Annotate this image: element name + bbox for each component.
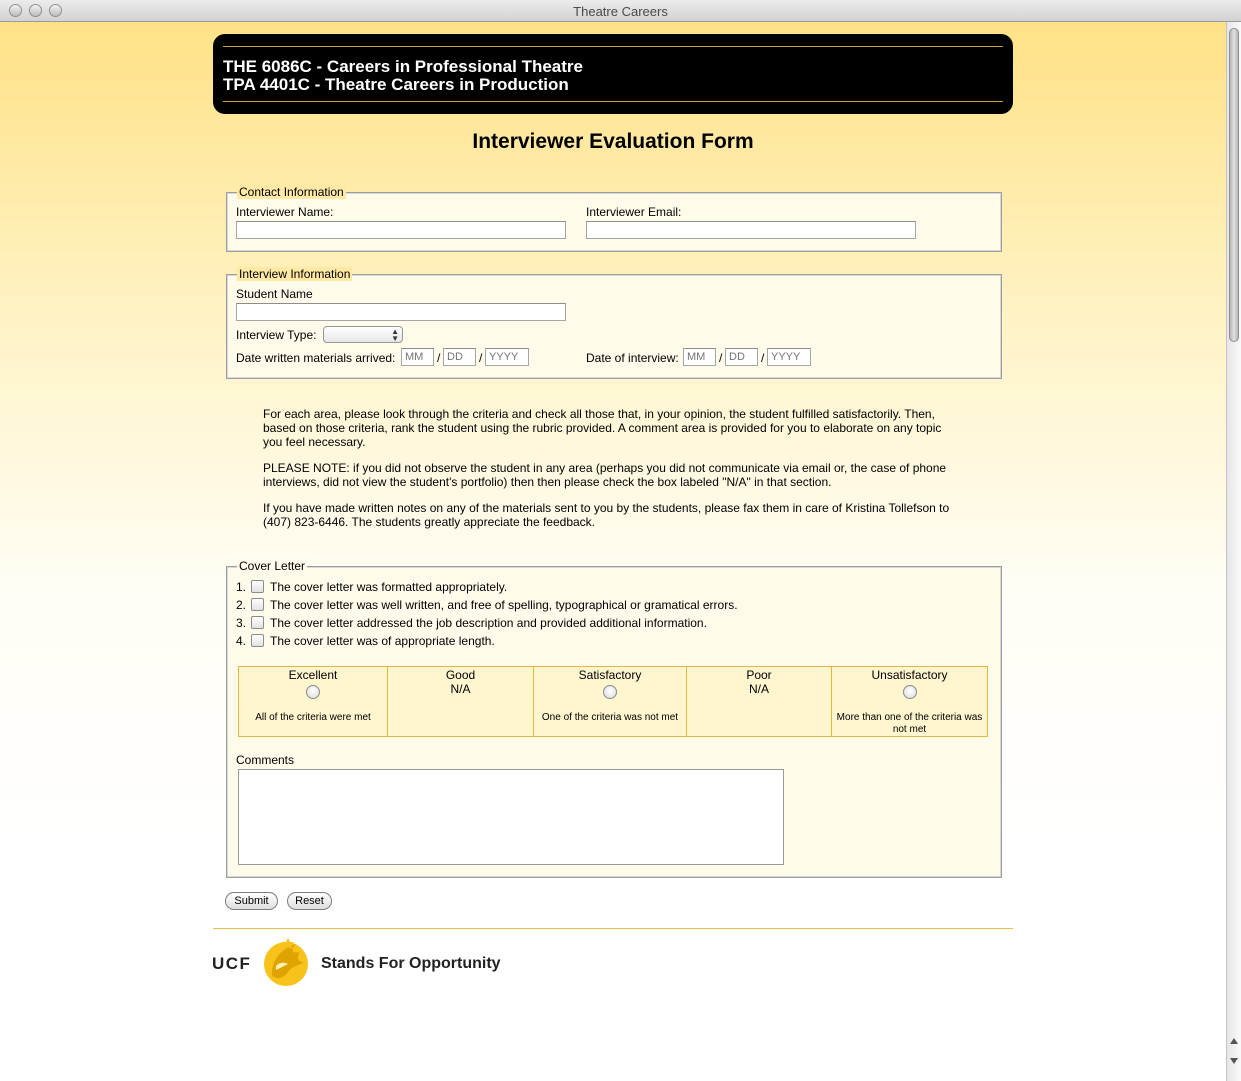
rubric-title: Unsatisfactory	[871, 668, 948, 682]
rubric-na-note: N/A	[748, 682, 769, 696]
student-name-input[interactable]	[236, 303, 566, 321]
rubric-excellent	[239, 667, 388, 736]
criterion-checkbox[interactable]	[251, 634, 264, 647]
materials-year-input[interactable]	[485, 348, 529, 366]
ucf-wordmark: UCF	[212, 954, 252, 973]
interview-date-label: Date of interview:	[586, 351, 679, 365]
criterion-number: 3.	[236, 616, 247, 630]
rating-radio-unsatisfactory[interactable]	[903, 685, 917, 699]
course-title-1: THE 6086C - Careers in Professional Theatre	[223, 57, 583, 76]
comments-label: Comments	[236, 753, 295, 767]
materials-month-input[interactable]	[401, 348, 434, 366]
interview-month-input[interactable]	[683, 348, 716, 366]
scroll-down-arrow-icon[interactable]	[1230, 1058, 1238, 1064]
interviewer-email-input[interactable]	[586, 221, 916, 239]
page-title: Interviewer Evaluation Form	[472, 130, 754, 153]
criterion-text: The cover letter was well written, and free of spelling, typographical or gramatical errors.	[270, 598, 738, 612]
materials-arrived-label: Date written materials arrived:	[236, 351, 396, 365]
instructions-paragraph: If you have made written notes on any of the materials sent to you by the students, please fax them in care of Kristina Tollefson to (407) 823-6446. The students greatly appreciate the feedback.	[263, 501, 950, 529]
criterion-number: 1.	[236, 580, 247, 594]
select-arrows-icon: ▲ ▼	[391, 327, 399, 343]
contact-information-legend: Contact Information	[239, 185, 344, 199]
course-title-2: TPA 4401C - Theatre Careers in Production	[223, 75, 569, 94]
instructions-paragraph: PLEASE NOTE: if you did not observe the student in any area (perhaps you did not communicate via email or, the case of phone interviews, did not view the student's portfolio) then then please check the box labeled "N/A" in that section.	[263, 461, 947, 489]
rubric-poor	[687, 667, 832, 736]
criterion-number: 4.	[236, 634, 247, 648]
rubric-title: Satisfactory	[578, 668, 642, 682]
header-bottom-rule	[223, 101, 1003, 102]
scroll-up-arrow-icon[interactable]	[1230, 1038, 1238, 1044]
date-separator: /	[761, 351, 765, 365]
rubric-description: One of the criteria was not met	[541, 712, 679, 723]
footer-tagline: Stands For Opportunity	[321, 955, 501, 972]
criterion-row	[236, 580, 507, 594]
rubric-title: Poor	[746, 668, 772, 682]
date-separator: /	[479, 351, 483, 365]
pegasus-logo-icon	[262, 936, 312, 988]
criterion-checkbox[interactable]	[251, 598, 264, 611]
criterion-row	[236, 598, 738, 612]
interviewer-name-input[interactable]	[236, 221, 566, 239]
rubric-na-note: N/A	[450, 682, 471, 696]
header-top-rule	[223, 46, 1003, 47]
interviewer-email-label: Interviewer Email:	[586, 205, 682, 219]
interview-type-label: Interview Type:	[236, 328, 317, 342]
interview-day-input[interactable]	[725, 348, 758, 366]
course-header	[213, 34, 1013, 114]
instructions-paragraph: For each area, please look through the criteria and check all those that, in your opinion, the student fulfilled satisfactorily. Then, based on those criteria, rank the student using the rubric provided. A comment area is provided for you to elaborate on any topic you feel necessary.	[263, 407, 942, 449]
rubric-description: More than one of the criteria was not met	[836, 712, 983, 735]
rating-radio-excellent[interactable]	[306, 685, 320, 699]
window-titlebar	[0, 0, 1241, 22]
rating-rubric	[238, 666, 988, 737]
page-viewport	[0, 22, 1226, 1081]
criterion-number: 2.	[236, 598, 247, 612]
criterion-row	[236, 616, 707, 630]
criterion-text: The cover letter was formatted appropriately.	[270, 580, 508, 594]
rubric-description: All of the criteria were met	[255, 712, 371, 723]
footer-divider	[213, 928, 1013, 929]
rubric-satisfactory	[534, 667, 687, 736]
criterion-text: The cover letter was of appropriate length.	[270, 634, 495, 648]
interview-type-select[interactable]	[323, 326, 403, 343]
date-separator: /	[437, 351, 441, 365]
rubric-title: Good	[445, 668, 476, 682]
rubric-title: Excellent	[288, 668, 338, 682]
criterion-checkbox[interactable]	[251, 580, 264, 593]
rubric-unsatisfactory	[832, 667, 987, 736]
materials-day-input[interactable]	[443, 348, 476, 366]
submit-button[interactable]: Submit	[225, 892, 278, 910]
interview-information-legend: Interview Information	[239, 267, 351, 281]
window-title: Theatre Careers	[573, 4, 668, 19]
criterion-checkbox[interactable]	[251, 616, 264, 629]
interview-year-input[interactable]	[767, 348, 811, 366]
date-separator: /	[719, 351, 723, 365]
rubric-good	[388, 667, 534, 736]
scrollbar-thumb[interactable]	[1229, 28, 1239, 342]
interviewer-name-label: Interviewer Name:	[236, 205, 334, 219]
student-name-label: Student Name	[236, 287, 313, 301]
instructions	[263, 407, 963, 541]
reset-button[interactable]: Reset	[287, 892, 332, 910]
vertical-scrollbar[interactable]	[1226, 22, 1241, 1081]
comments-textarea[interactable]	[238, 769, 784, 865]
cover-letter-legend: Cover Letter	[239, 559, 306, 573]
criterion-text: The cover letter addressed the job description and provided additional information.	[270, 616, 707, 630]
rating-radio-satisfactory[interactable]	[603, 685, 617, 699]
criterion-row	[236, 634, 495, 648]
